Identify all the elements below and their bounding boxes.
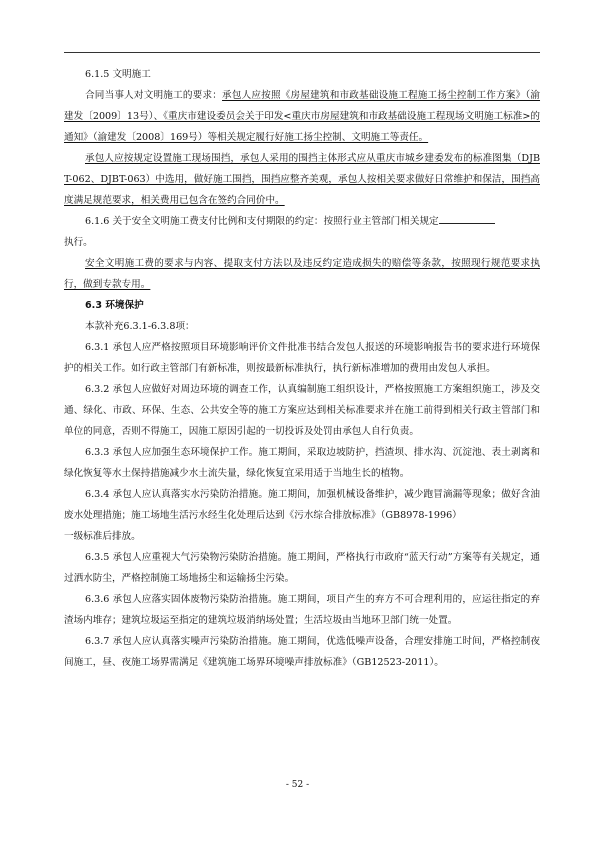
payment-terms-continuation: 执行。 — [64, 237, 93, 248]
civilized-construction-requirements — [64, 85, 540, 148]
item-6-3-1: 6.3.1 承包人应严格按照项目环境影响评价文件批准书结合发包人报送的环境影响报告书的要求进行环境保护的相关工作。如行政主管部门有新标准，则按最新标准执行，执行新标准增加的费用由发包人承担。 — [64, 342, 540, 374]
item-6-3-5: 6.3.5 承包人应重视大气污染物污染防治措施。施工期间，严格执行市政府“蓝天行动”方案等有关规定，通过洒水防尘，严格控制施工场地扬尘和运输扬尘污染。 — [64, 552, 540, 584]
header-rule — [64, 52, 540, 53]
fill-blank-line — [439, 213, 495, 224]
requirements-lead: 合同当事人对文明施工的要求： — [85, 90, 223, 101]
requirements-underlined-text: 承包人应按照《房屋建筑和市政基础设施工程施工扬尘控制工作方案》（渝建发〔2009〕13号）、《重庆市建设委员会关于印发<重庆市房屋建筑和市政基础设施工程现场文明施工标准>的通知》（渝建发〔2008〕169号）等相关规定履行好施工扬尘控制、文明施工等责任。 — [64, 90, 541, 143]
section-6-1-6-text — [64, 211, 540, 232]
item-6-3-7: 6.3.7 承包人应认真落实噪声污染防治措施。施工期间，优选低噪声设备，合理安排施工时间，严格控制夜间施工，昼、夜施工场界需满足《建筑施工场界环境噪声排放标准》（GB12523-2011）。 — [64, 636, 540, 668]
item-6-3-3: 6.3.3 承包人应加强生态环境保护工作。施工期间，采取边坡防护，挡渣坝、排水沟、沉淀池、表土剥离和绿化恢复等水土保持措施减少水土流失量，绿化恢复宜采用适于当地生长的植物。 — [64, 447, 540, 479]
section-6-1-5-heading: 6.1.5 文明施工 — [85, 69, 151, 80]
safety-fee-paragraph: 安全文明施工费的要求与内容、提取支付方法以及违反约定造成损失的赔偿等条款，按照现行规范要求执行，做到专款专用。 — [64, 258, 540, 290]
item-6-3-2: 6.3.2 承包人应做好对周边环境的调查工作，认真编制施工组织设计，严格按照施工方案组织施工，涉及交通、绿化、市政、环保、生态、公共安全等的施工方案应达到相关标准要求并在施工前得到相关行政主管部门和单位的同意，否则不得施工，因施工原因引起的一切投诉及处罚由承包人自行负责。 — [64, 384, 540, 437]
page-body — [64, 64, 540, 673]
payment-terms-text: 6.1.6 关于安全文明施工费支付比例和支付期限的约定：按照行业主管部门相关规定 — [85, 216, 439, 227]
section-6-3-heading: 6.3 环境保护 — [85, 300, 144, 311]
item-6-3-4-continuation: 一级标准后排放。 — [64, 531, 141, 542]
item-6-3-6: 6.3.6 承包人应落实固体废物污染防治措施。施工期间，项目产生的弃方不可合理利用的，应运往指定的弃渣场内堆存；建筑垃圾运至指定的建筑垃圾消纳场处置；生活垃圾由当地环卫部门统一处置。 — [64, 594, 540, 626]
enclosure-paragraph: 承包人应按规定设置施工现场围挡，承包人采用的围挡主体形式应从重庆市城乡建委发布的标准图集（DJBT-062、DJBT-063）中选用，做好施工围挡，围挡应整齐美观，承包人按相关要求做好日常维护和保洁，围挡高度满足规范要求，相关费用已包含在签约合同价中。 — [64, 153, 540, 206]
item-6-3-4: 6.3.4 承包人应认真落实水污染防治措施。施工期间，加强机械设备维护，减少跑冒滴漏等现象；做好含油废水处理措施；施工场地生活污水经生化处理后达到《污水综合排放标准》（GB8978-1996） — [64, 489, 540, 521]
supplement-note: 本款补充6.3.1-6.3.8项： — [85, 321, 195, 332]
page-number: - 52 - — [285, 780, 310, 790]
